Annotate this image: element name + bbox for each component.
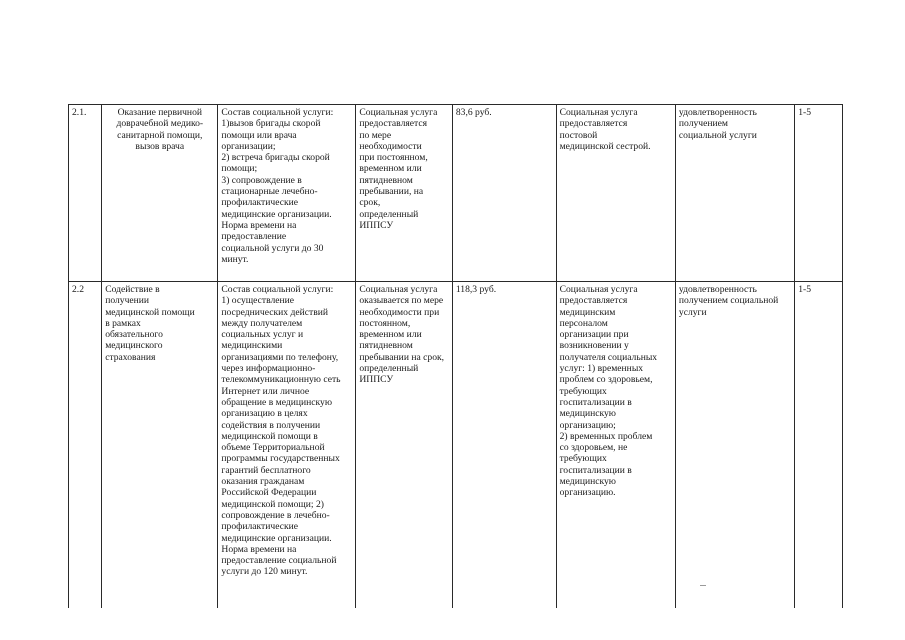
provision-conditions: Социальная услуга предоставляется медицинским персоналом организации при возникновении у получателя социальных услуг: 1) временных проблем со здоровьем, требующих госпитализации в медицинскую организацию; 2) временных проблем со здоровьем, не требующих госпитализации в медицинскую организацию. <box>559 284 658 499</box>
price-cell <box>452 105 556 282</box>
service-name-cell <box>102 282 218 609</box>
provision-terms: Социальная услуга предоставляется по мере необходимости при постоянном, временном или пятидневном пребывании, на срок, определенный ИППСУ <box>359 107 438 231</box>
quality-indicator: удовлетворенность получением социальной услуги <box>678 107 757 141</box>
rating-cell <box>795 105 843 282</box>
provision-terms-cell <box>356 105 452 282</box>
rating: 1-5 <box>798 107 812 118</box>
service-composition-cell <box>218 282 356 609</box>
service-name: Содействие в получении медицинской помощи в рамках обязательного медицинского страхования <box>105 284 195 363</box>
service-composition-cell <box>218 105 356 282</box>
row-number-cell <box>69 105 102 282</box>
quality-indicator: удовлетворенность получением социальной услуги <box>678 284 779 318</box>
rating-cell <box>795 282 843 609</box>
row-number: 2.1. <box>72 107 87 118</box>
price: 118,3 руб. <box>455 284 497 295</box>
table-row <box>69 282 843 609</box>
quality-indicator-cell <box>675 282 794 609</box>
rating: 1-5 <box>798 284 812 295</box>
row-number-cell <box>69 282 102 609</box>
provision-conditions-cell <box>556 105 675 282</box>
provision-conditions: Социальная услуга предоставляется постовой медицинской сестрой. <box>559 107 651 152</box>
row-number: 2.2 <box>72 284 84 295</box>
provision-terms-cell <box>356 282 452 609</box>
service-name: Оказание первичной доврачебной медико- санитарной помощи, вызов врача <box>116 107 204 152</box>
provision-conditions-cell <box>556 282 675 609</box>
services-table <box>68 104 843 608</box>
provision-terms: Социальная услуга оказывается по мере необходимости при постоянном, временном или пятидневном пребывании на срок, определенный ИППСУ <box>359 284 445 386</box>
service-composition: Состав социальной услуги: 1) осуществление посреднических действий между получателем социальных услуг и медицинскими организациями по телефону, через информационно- телекоммуникационную сеть Интернет или личное обращение в медицинскую организацию в целях содействия в получении медицинской помощи в объеме Территориальной программы государственных гарантий бесплатного оказания гражданам Российской Федерации медицинской помощи; 2) сопровождение в лечебно- профилактические медицинские организации. Норма времени на предоставление социальной услуги до 120 минут. <box>221 284 341 578</box>
table-row <box>69 105 843 282</box>
quality-indicator-cell <box>675 105 794 282</box>
service-composition: Состав социальной услуги: 1)вызов бригады скорой помощи или врача организации; 2) встреча бригады скорой помощи; 3) сопровождение в стационарные лечебно- профилактические медицинские организации. Норма времени на предоставление социальной услуги до 30 минут. <box>221 107 334 265</box>
price-cell <box>452 282 556 609</box>
service-name-cell <box>102 105 218 282</box>
scan-artifact <box>700 585 706 586</box>
price: 83,6 руб. <box>455 107 492 118</box>
